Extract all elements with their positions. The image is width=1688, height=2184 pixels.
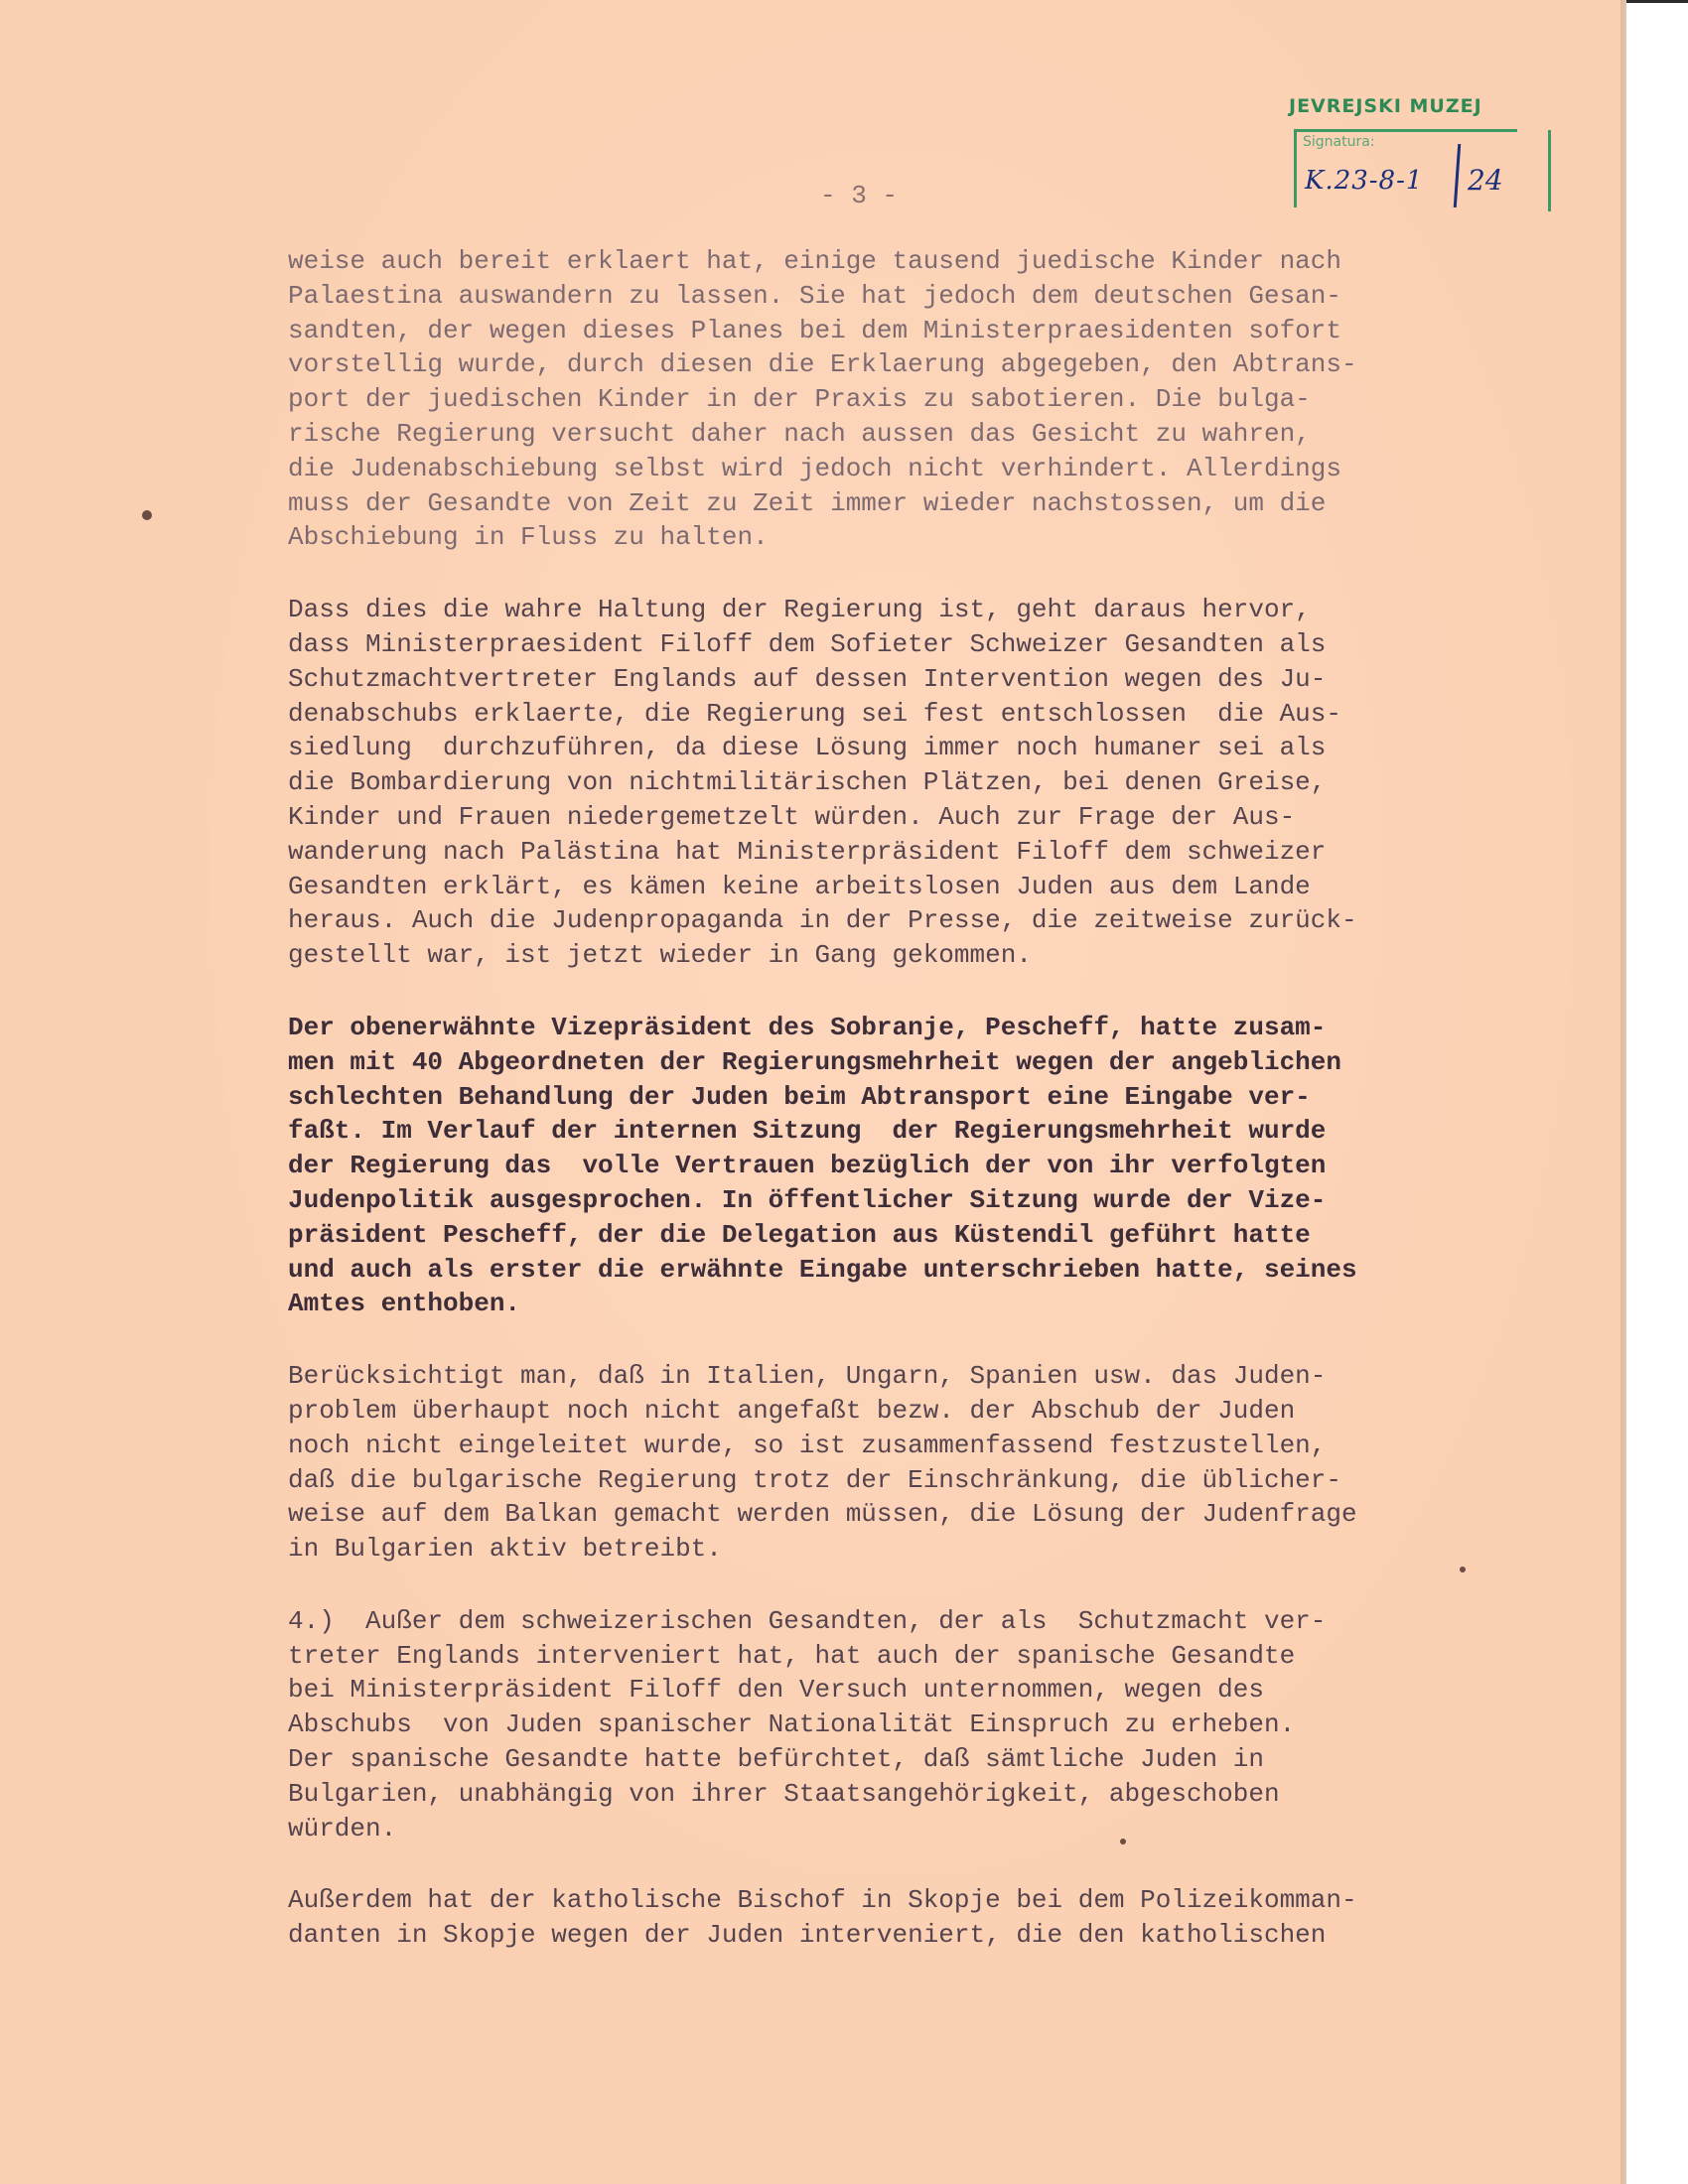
text-line: wanderung nach Palästina hat Ministerpräsident Filoff dem schweizer bbox=[288, 836, 1327, 867]
text-line: Gesandten erklärt, es kämen keine arbeitslosen Juden aus dem Lande bbox=[288, 871, 1311, 901]
paragraph-2 bbox=[288, 593, 1529, 973]
text-line: daß die bulgarische Regierung trotz der Einschränkung, die üblicher- bbox=[288, 1464, 1341, 1495]
text-line: denabschubs erklaerte, die Regierung sei fest entschlossen die Aus- bbox=[288, 698, 1341, 729]
text-line: gestellt war, ist jetzt wieder in Gang gekommen. bbox=[288, 940, 1032, 971]
text-line: faßt. Im Verlauf der internen Sitzung der Regierungsmehrheit wurde bbox=[288, 1116, 1327, 1147]
text-line: siedlung durchzuführen, da diese Lösung immer noch humaner sei als bbox=[288, 733, 1327, 763]
text-line: Abschubs von Juden spanischer Nationalität Einspruch zu erheben. bbox=[288, 1709, 1296, 1740]
text-line: problem überhaupt noch nicht angefaßt bezw. der Abschub der Juden bbox=[288, 1395, 1296, 1426]
text-line: weise auf dem Balkan gemacht werden müssen, die Lösung der Judenfrage bbox=[288, 1499, 1357, 1530]
paragraph-1 bbox=[288, 244, 1529, 555]
paragraph-6 bbox=[288, 1883, 1529, 1953]
text-line: Der obenerwähnte Vizepräsident des Sobranje, Pescheff, hatte zusam- bbox=[288, 1012, 1327, 1042]
text-line: weise auch bereit erklaert hat, einige tausend juedische Kinder nach bbox=[288, 246, 1341, 276]
text-line: Dass dies die wahre Haltung der Regierung ist, geht daraus hervor, bbox=[288, 595, 1311, 625]
text-line: muss der Gesandte von Zeit zu Zeit immer wieder nachstossen, um die bbox=[288, 487, 1327, 518]
text-line: port der juedischen Kinder in der Praxis zu sabotieren. Die bulga- bbox=[288, 384, 1311, 415]
text-line: men mit 40 Abgeordneten der Regierungsmehrheit wegen der angeblichen bbox=[288, 1046, 1341, 1077]
document-body bbox=[288, 244, 1529, 1990]
text-line: Der spanische Gesandte hatte befürchtet, daß sämtliche Juden in bbox=[288, 1744, 1264, 1775]
text-line: schlechten Behandlung der Juden beim Abtransport eine Eingabe ver- bbox=[288, 1081, 1311, 1112]
text-line: treter Englands interveniert hat, hat auch der spanische Gesandte bbox=[288, 1640, 1296, 1671]
signatura-value: K.23-8-1 bbox=[1305, 166, 1424, 196]
signature-stamp-box bbox=[1294, 129, 1517, 207]
text-line: danten in Skopje wegen der Juden interveniert, die den katholischen bbox=[288, 1920, 1327, 1951]
text-line: rische Regierung versucht daher nach aussen das Gesicht zu wahren, bbox=[288, 418, 1311, 449]
text-line: Palaestina auswandern zu lassen. Sie hat jedoch dem deutschen Gesan- bbox=[288, 280, 1341, 311]
text-line: heraus. Auch die Judenpropaganda in der Presse, die zeitweise zurück- bbox=[288, 905, 1357, 936]
text-line: Abschiebung in Fluss zu halten. bbox=[288, 522, 769, 553]
signatura-label: Signatura: bbox=[1303, 134, 1375, 150]
text-line: der Regierung das volle Vertrauen bezüglich der von ihr verfolgten bbox=[288, 1151, 1327, 1181]
paragraph-4 bbox=[288, 1359, 1529, 1567]
text-line: vorstellig wurde, durch diesen die Erklaerung abgegeben, den Abtrans- bbox=[288, 349, 1357, 380]
text-line: dass Ministerpraesident Filoff dem Sofieter Schweizer Gesandten als bbox=[288, 628, 1327, 659]
paragraph-3 bbox=[288, 1011, 1529, 1321]
text-line: Judenpolitik ausgesprochen. In öffentlicher Sitzung wurde der Vize- bbox=[288, 1184, 1327, 1215]
text-line: Schutzmachtvertreter Englands auf dessen Intervention wegen des Ju- bbox=[288, 663, 1327, 694]
sheet-edge bbox=[1620, 0, 1626, 2184]
signatura-divider bbox=[1454, 144, 1461, 207]
punch-mark bbox=[1120, 1839, 1126, 1844]
text-line: die Bombardierung von nichtmilitärischen Plätzen, bei denen Greise, bbox=[288, 767, 1327, 798]
text-line: Berücksichtigt man, daß in Italien, Ungarn, Spanien usw. das Juden- bbox=[288, 1361, 1327, 1392]
text-line: in Bulgarien aktiv betreibt. bbox=[288, 1534, 722, 1565]
text-line: 4.) Außer dem schweizerischen Gesandten, der als Schutzmacht ver- bbox=[288, 1605, 1327, 1636]
museum-stamp: JEVREJSKI MUZEJ bbox=[1289, 95, 1482, 117]
text-line: präsident Pescheff, der die Delegation aus Küstendil geführt hatte bbox=[288, 1219, 1311, 1250]
page-number: - 3 - bbox=[820, 181, 899, 210]
text-line: die Judenabschiebung selbst wird jedoch nicht verhindert. Allerdings bbox=[288, 453, 1341, 483]
text-line: Amtes enthoben. bbox=[288, 1289, 521, 1319]
paragraph-5 bbox=[288, 1604, 1529, 1846]
punch-mark bbox=[142, 510, 152, 520]
text-line: noch nicht eingeleitet wurde, so ist zusammenfassend festzustellen, bbox=[288, 1430, 1327, 1460]
text-line: sandten, der wegen dieses Planes bei dem Ministerpraesidenten sofort bbox=[288, 315, 1341, 345]
text-line: bei Ministerpräsident Filoff den Versuch unternommen, wegen des bbox=[288, 1675, 1264, 1706]
text-line: und auch als erster die erwähnte Eingabe unterschrieben hatte, seines bbox=[288, 1254, 1357, 1285]
text-line: Kinder und Frauen niedergemetzelt würden. Auch zur Frage der Aus- bbox=[288, 801, 1296, 832]
punch-mark bbox=[1460, 1567, 1466, 1572]
text-line: würden. bbox=[288, 1813, 397, 1843]
text-line: Bulgarien, unabhängig von ihrer Staatsangehörigkeit, abgeschoben bbox=[288, 1778, 1280, 1809]
text-line: Außerdem hat der katholische Bischof in Skopje bei dem Polizeikomman- bbox=[288, 1885, 1357, 1916]
signatura-page: 24 bbox=[1468, 164, 1503, 197]
